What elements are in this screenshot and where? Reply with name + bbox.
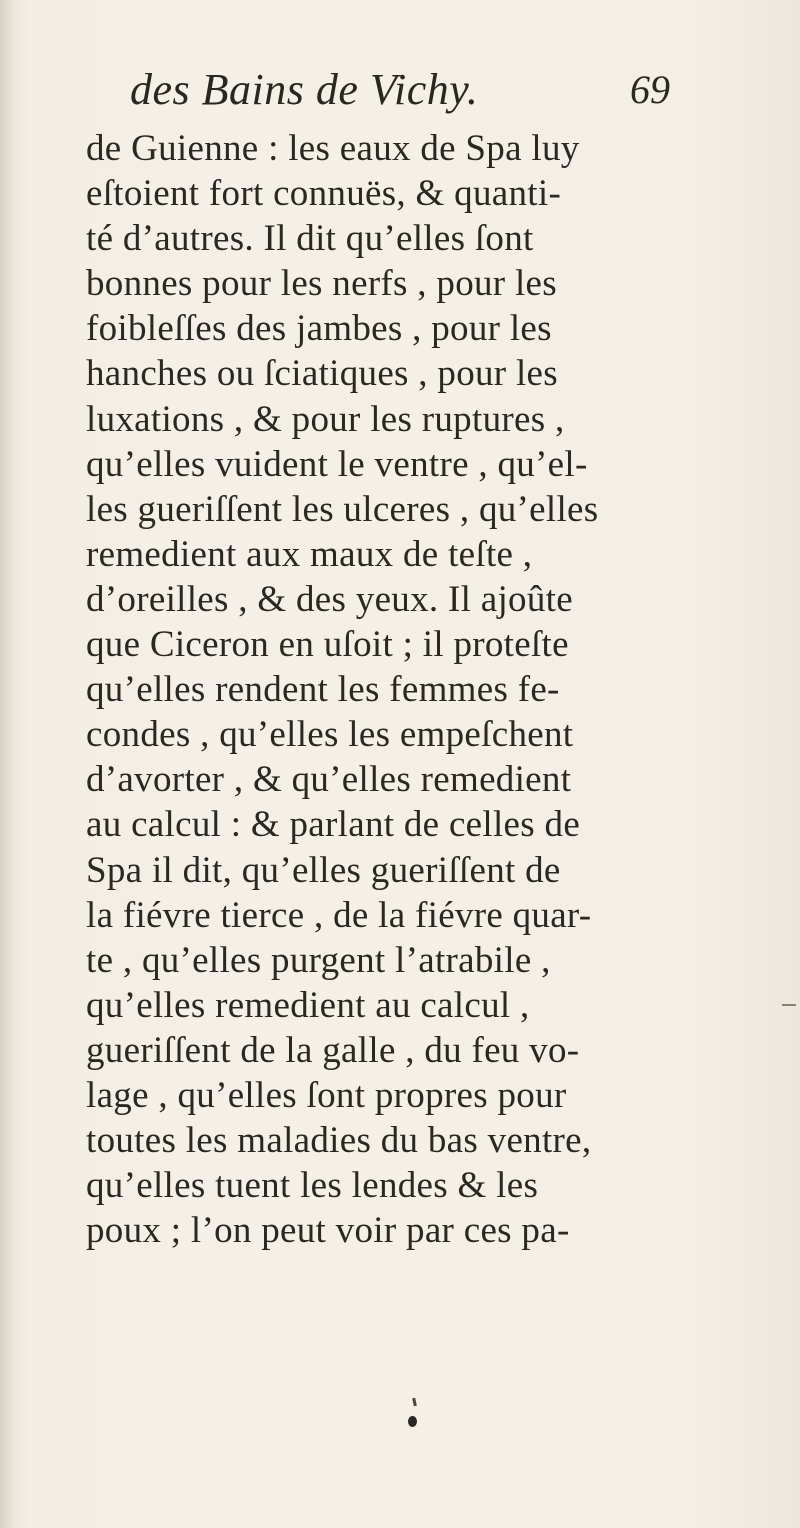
text-line: hanches ou ſciatiques , pour les (86, 353, 558, 395)
text-line: poux ; l’on peut voir par ces pa- (86, 1210, 570, 1252)
text-line: Spa il dit, qu’elles gueriſſent de (86, 849, 561, 891)
text-line: qu’elles vuident le ventre , qu’el- (86, 443, 588, 485)
text-line: toutes les maladies du bas ventre, (86, 1120, 592, 1162)
text-line: eſtoient fort connuës, & quanti- (86, 173, 562, 215)
text-line: de Guienne : les eaux de Spa luy (86, 128, 580, 169)
text-line: bonnes pour les nerfs , pour les (86, 263, 557, 305)
ink-tick (412, 1398, 417, 1406)
text-line: qu’elles tuent les lendes & les (86, 1165, 539, 1207)
gutter-shadow (0, 0, 14, 1528)
text-line: d’avorter , & qu’elles remedient (86, 759, 572, 801)
text-line: condes , qu’elles les empeſchent (86, 714, 574, 756)
text-line: remedient aux maux de teſte , (86, 533, 533, 575)
page-header (130, 62, 670, 122)
text-line: au calcul : & parlant de celles de (86, 804, 581, 846)
text-line: gueriſſent de la galle , du feu vo- (86, 1029, 580, 1071)
text-line: les gueriſſent les ulceres , qu’elles (86, 488, 599, 530)
margin-mark (782, 1004, 796, 1006)
text-line: d’oreilles , & des yeux. Il ajoûte (86, 578, 573, 620)
text-line: lage , qu’elles ſont propres pour (86, 1074, 567, 1116)
text-line: te , qu’elles purgent l’atrabile , (86, 939, 551, 981)
text-line: luxations , & pour les ruptures , (86, 398, 565, 440)
body-text (86, 126, 686, 1253)
text-line: que Ciceron en uſoit ; il proteſte (86, 624, 569, 666)
running-head: des Bains de Vichy. (130, 65, 479, 114)
ink-dot (408, 1416, 417, 1427)
text-line: foibleſſes des jambes , pour les (86, 308, 552, 350)
signature-marks (406, 1380, 426, 1440)
text-line: la fiévre tierce , de la fiévre quar- (86, 894, 592, 936)
text-line: qu’elles remedient au calcul , (86, 984, 530, 1026)
text-line: qu’elles rendent les femmes fe- (86, 669, 560, 711)
page-number: 69 (630, 67, 670, 112)
text-line: té d’autres. Il dit qu’elles ſont (86, 218, 534, 260)
